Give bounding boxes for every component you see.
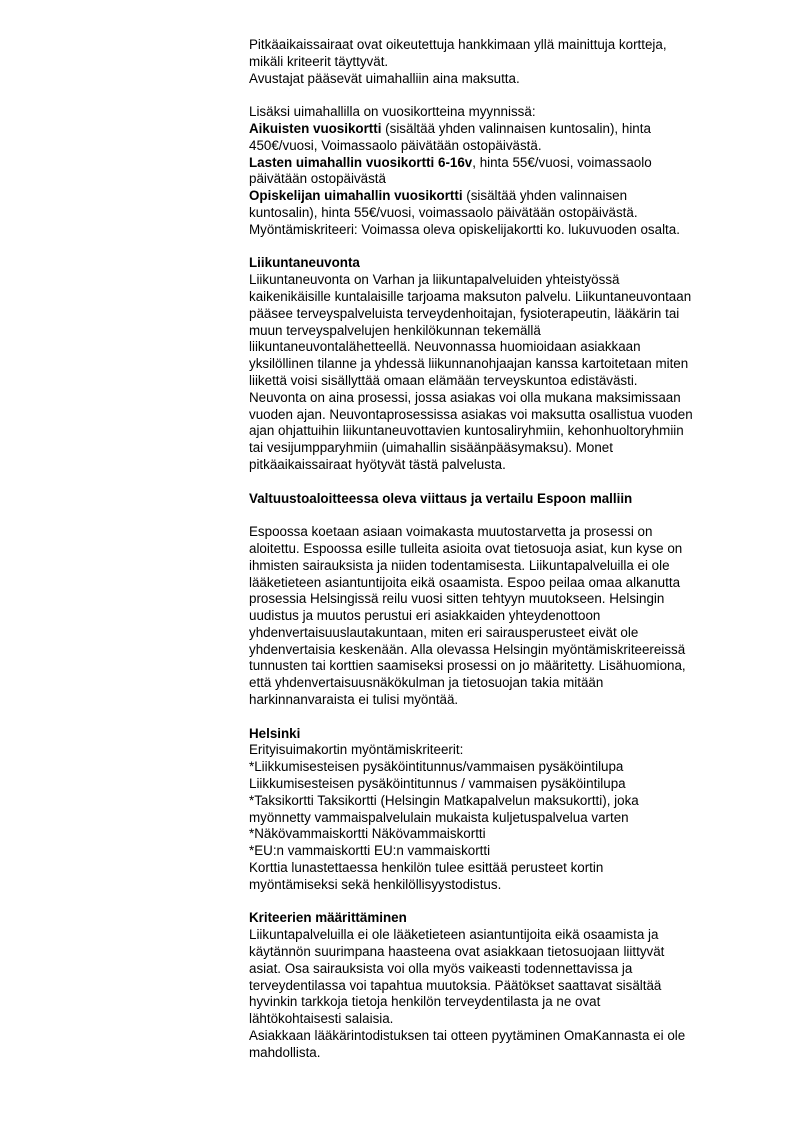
blank-line [249,507,749,524]
text-line [249,390,749,407]
heading [249,491,749,508]
body-text: lähtökohtaisesti salaisia. [249,1011,394,1027]
body-text: myöntämiseksi sekä henkilöllisyystodistus. [249,876,502,892]
body-text: liikuntaneuvontalähetteellä. Neuvonnassa huomioidaan asiakkaan [249,339,641,355]
text-line [249,54,749,71]
text-line [249,356,749,373]
text-line [249,541,749,558]
text-line [249,524,749,541]
text-line [249,625,749,642]
body-text: *Näkövammaiskortti Näkövammaiskortti [249,826,486,842]
body-text: myönnetty vammaispalvelulain mukaista kuljetuspalvelua varten [249,809,629,825]
body-text: 450€/vuosi, Voimassaolo päivätään ostopäivästä. [249,137,542,153]
text-line [249,961,749,978]
text-line [249,675,749,692]
heading [249,910,749,927]
text-line [249,1028,749,1045]
text-line [249,1011,749,1028]
body-text: Pitkäaikaissairaat ovat oikeutettuja hankkimaan yllä mainittuja kortteja, [249,37,667,52]
text-line [249,944,749,961]
blank-line [249,87,749,104]
body-text: mikäli kriteerit täyttyvät. [249,53,389,69]
body-text: Korttia lunastettaessa henkilön tulee esittää perusteet kortin [249,860,604,876]
text-line [249,155,749,172]
text-line [249,289,749,306]
document-page [249,37,749,1062]
body-text: *Taksikortti Taksikortti (Helsingin Matkapalvelun maksukortti), joka [249,792,639,808]
heading [249,726,749,743]
text-line [249,188,749,205]
text-line [249,575,749,592]
text-line [249,222,749,239]
text-line [249,457,749,474]
text-line [249,373,749,390]
body-text: vuoden ajan. Neuvontaprosessissa asiakas voi maksutta osallistua vuoden [249,406,693,422]
body-text: lääketieteen asiantuntijoita eikä osaamista. Espoo peilaa omaa alkanutta [249,574,681,590]
text-line [249,742,749,759]
body-text: Liikuntaneuvonta on Varhan ja liikuntapalveluiden yhteistyössä [249,272,620,288]
body-text: kaikenikäisille kuntalaisille tarjoama maksuton palvelu. Liikuntaneuvontaan [249,288,692,304]
text-line [249,776,749,793]
text-line [249,642,749,659]
bold-text: Valtuustoaloitteessa oleva viittaus ja vertailu Espoon malliin [249,490,633,506]
text-line [249,121,749,138]
text-line [249,37,749,54]
body-text: Avustajat pääsevät uimahalliin aina maksutta. [249,70,520,86]
body-text: aloitettu. Espoossa esille tulleita asioita ovat tietosuoja asiat, kun kyse on [249,540,683,556]
text-line [249,558,749,575]
text-line [249,658,749,675]
text-line [249,272,749,289]
text-line [249,608,749,625]
body-text: muun terveyspalvelujen henkilökunnan tekemällä [249,322,541,338]
body-text: yhdenvertaisuuslautakuntaan, miten eri sairausperusteet eivät ole [249,624,639,640]
body-text: *Liikkumisesteisen pysäköintitunnus/vammaisen pysäköintilupa [249,759,624,775]
body-text: (sisältää yhden valinnaisen kuntosalin), hinta [381,120,651,136]
text-line [249,339,749,356]
body-text: , hinta 55€/vuosi, voimassaolo [472,154,652,170]
body-text: pääsee terveyspalveluista terveydenhoitajan, fysioterapeutin, lääkärin tai [249,305,680,321]
text-line [249,440,749,457]
body-text: tunnusten tai korttien saamiseksi prosessi on jo määritetty. Lisähuomiona, [249,658,686,674]
bold-text: Kriteerien määrittäminen [249,910,407,926]
blank-line [249,474,749,491]
text-line [249,71,749,88]
body-text: päivätään ostopäivästä [249,171,386,187]
text-line [249,759,749,776]
body-text: Neuvonta on aina prosessi, jossa asiakas voi olla mukana maksimissaan [249,389,681,405]
bold-text: Lasten uimahallin vuosikortti 6-16v [249,154,473,170]
body-text: ajan ohjattuihin liikuntaneuvottavien kuntosaliryhmiin, kehonhuoltoryhmiin [249,423,684,439]
text-line [249,843,749,860]
text-line [249,994,749,1011]
text-line [249,1045,749,1062]
text-line [249,793,749,810]
blank-line [249,239,749,256]
body-text: Lisäksi uimahallilla on vuosikortteina myynnissä: [249,104,536,120]
text-line [249,591,749,608]
body-text: asiat. Osa sairauksista voi olla myös vaikeasti todennettavissa ja [249,960,633,976]
heading [249,255,749,272]
body-text: yksilöllinen tilanne ja yhdessä liikunnanohjaajan kanssa kartoitetaan miten [249,356,689,372]
text-line [249,104,749,121]
body-text: ihmisten sairauksista ja niiden todentamisesta. Liikuntapalveluilla ei ole [249,557,670,573]
bold-text: Helsinki [249,725,301,741]
text-line [249,927,749,944]
text-line [249,978,749,995]
body-text: uudistus ja muutos perustui eri asiakkaiden yhteydenottoon [249,608,601,624]
text-line [249,860,749,877]
bold-text: Aikuisten vuosikortti [249,120,382,136]
blank-line [249,894,749,911]
body-text: yhdenvertaisia keskenään. Alla olevassa Helsingin myöntämiskriteereissä [249,641,686,657]
body-text: Erityisuimakortin myöntämiskriteerit: [249,742,464,758]
body-text: että yhdenvertaisuusnäkökulman ja tietosuojan takia mitään [249,675,604,691]
body-text: Liikuntapalveluilla ei ole lääketieteen asiantuntijoita eikä osaamista ja [249,927,659,943]
text-line [249,692,749,709]
body-text: käytännön suurimpana haasteena ovat asiakkaan tietosuojaan liittyvät [249,944,665,960]
bold-text: Liikuntaneuvonta [249,255,360,271]
body-text: hyvinkin tarkkoja tietoja henkilön terveydentilasta ja ne ovat [249,994,601,1010]
text-line [249,826,749,843]
body-text: Espoossa koetaan asiaan voimakasta muutostarvetta ja prosessi on [249,524,653,540]
body-text: *EU:n vammaiskortti EU:n vammaiskortti [249,843,491,859]
text-line [249,205,749,222]
text-line [249,171,749,188]
body-text: harkinnanvaraista ei tulisi myöntää. [249,692,459,708]
body-text: liikettä voisi sisällyttää omaan elämään terveyskuntoa edistävästi. [249,372,638,388]
text-line [249,323,749,340]
text-line [249,877,749,894]
body-text: Asiakkaan lääkärintodistuksen tai otteen pyytäminen OmaKannasta ei ole [249,1028,686,1044]
body-text: prosessia Helsingissä reilu vuosi sitten tehtyyn muutokseen. Helsingin [249,591,665,607]
body-text: Myöntämiskriteeri: Voimassa oleva opiskelijakortti ko. lukuvuoden osalta. [249,221,680,237]
text-line [249,138,749,155]
body-text: mahdollista. [249,1044,321,1060]
text-line [249,306,749,323]
body-text: tai vesijumpparyhmiin (uimahallin sisäänpääsymaksu). Monet [249,440,613,456]
body-text: Liikkumisesteisen pysäköintitunnus / vammaisen pysäköintilupa [249,776,626,792]
text-line [249,810,749,827]
body-text: kuntosalin), hinta 55€/vuosi, voimassaolo päivätään ostopäivästä. [249,204,638,220]
bold-text: Opiskelijan uimahallin vuosikortti [249,188,463,204]
text-line [249,407,749,424]
body-text: terveydentilassa voi tapahtua muutoksia. Päätökset saattavat sisältää [249,977,662,993]
body-text: (sisältää yhden valinnaisen [462,188,628,204]
text-line [249,423,749,440]
body-text: pitkäaikaissairaat hyötyvät tästä palvelusta. [249,456,506,472]
blank-line [249,709,749,726]
